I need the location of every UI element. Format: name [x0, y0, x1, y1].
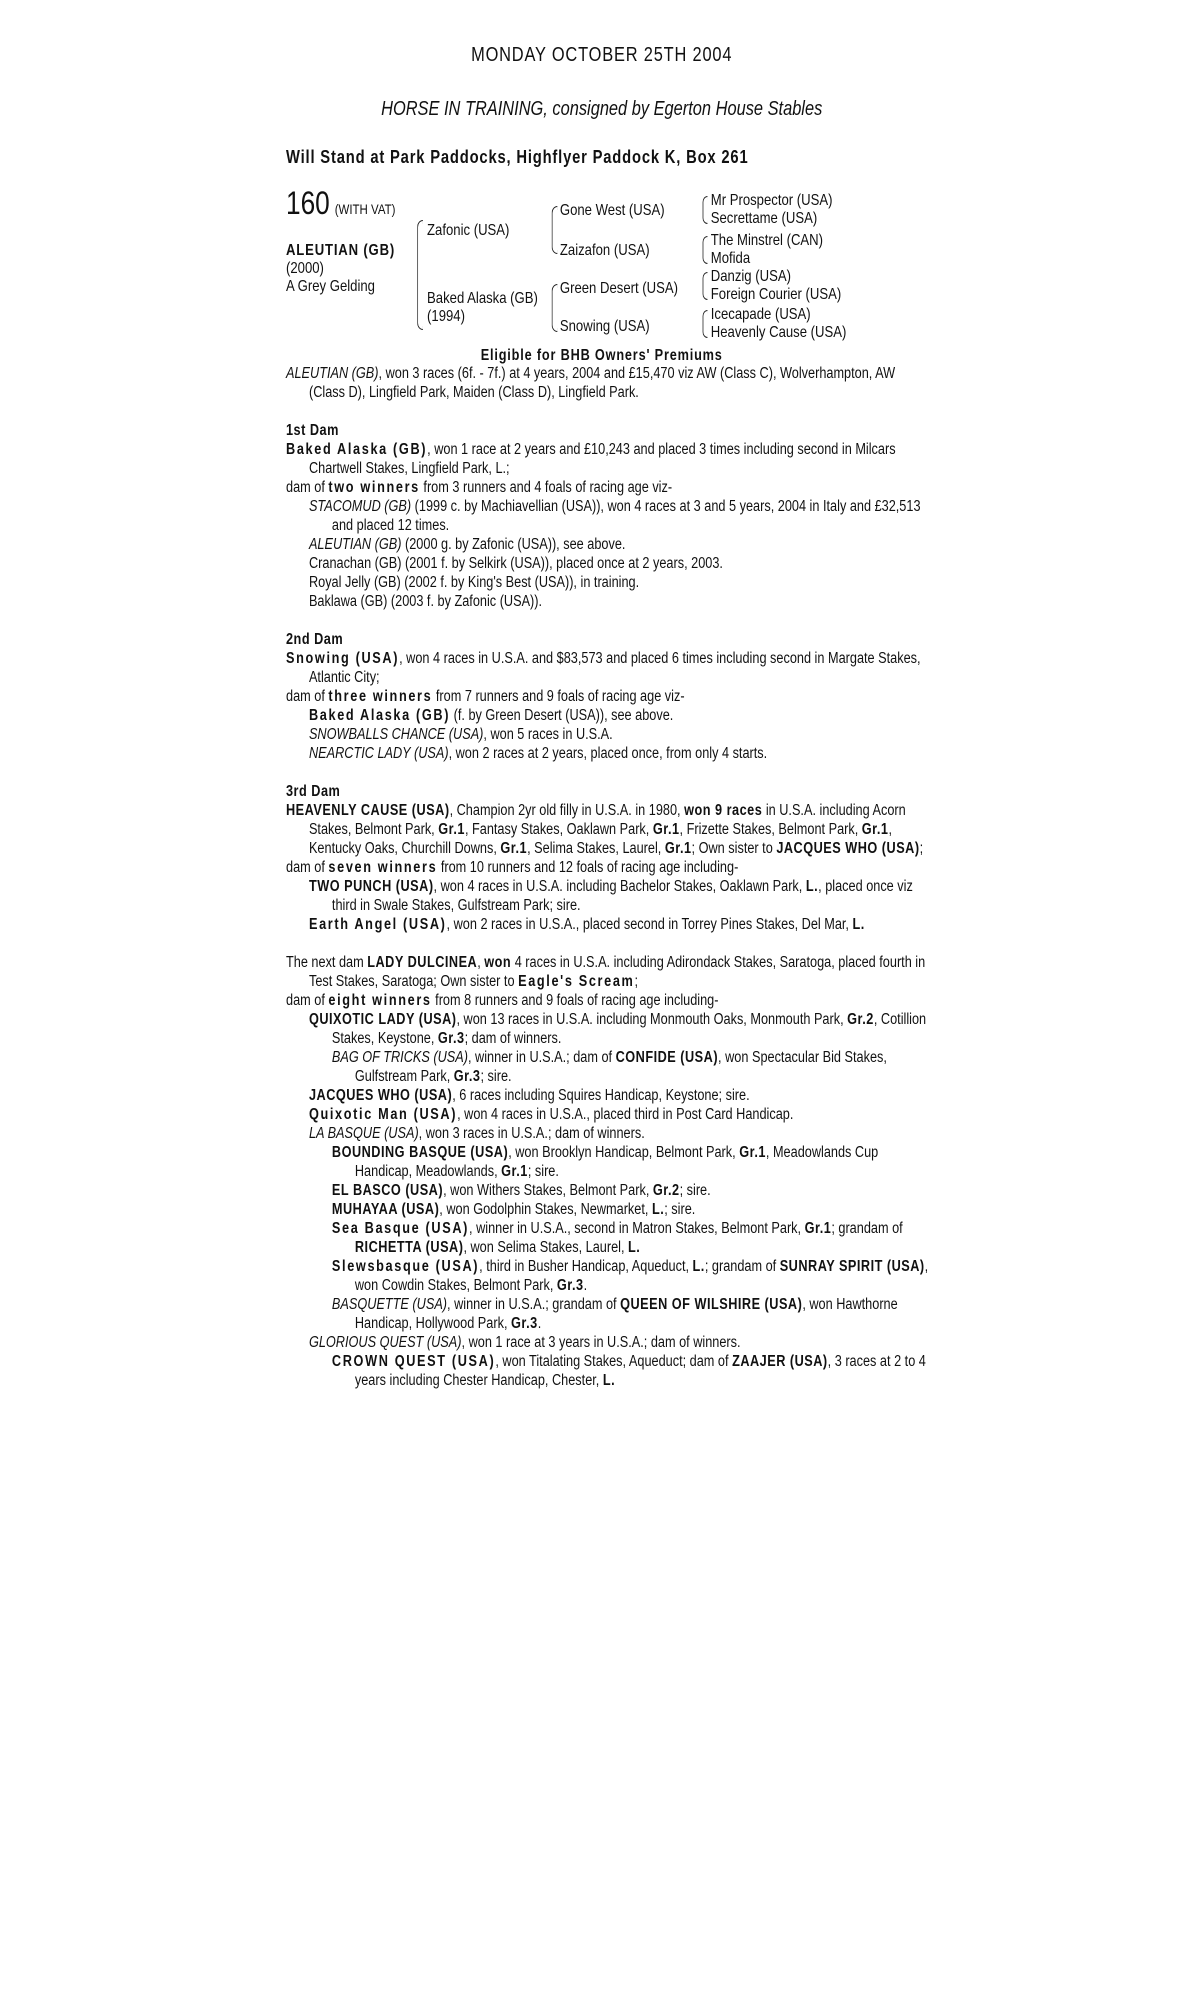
dam-name: Baked Alaska (GB) [286, 441, 428, 458]
text-run: , won Spectacular Bid Stakes, Gulfstream Park, [354, 1049, 887, 1085]
text-run: , won Titalating Stakes, Aqueduct; dam of [495, 1353, 733, 1370]
foal-entry [286, 725, 934, 744]
list-item [286, 1333, 934, 1352]
text-run: Sea Basque (USA) [331, 1220, 470, 1237]
text-run: won [484, 954, 512, 971]
text-run: Gr.1 [739, 1144, 766, 1161]
list-item [286, 1219, 934, 1257]
text-run: LADY DULCINEA [367, 954, 478, 971]
text-run: , Selima Stakes, Laurel, [527, 840, 665, 857]
list-item [286, 1257, 934, 1295]
foal-entry [286, 744, 934, 763]
text-run: (1999 c. by Machiavellian (USA)), won 4 races at 3 and 5 years, 2004 in Italy and £32,513 and placed 12 times. [331, 498, 921, 534]
text-run: Gr.3 [511, 1315, 538, 1332]
pedigree-g7: Icecapade (USA) [710, 306, 811, 323]
text-run: Gr.1 [438, 821, 465, 838]
text-run: , won 3 races in U.S.A.; dam of winners. [418, 1125, 645, 1142]
text-run: JACQUES WHO (USA) [776, 840, 920, 857]
text-run: L. [852, 916, 865, 933]
text-run: from 7 runners and 9 foals of racing age viz- [432, 688, 685, 705]
pedigree-sire-sire: Gone West (USA) [559, 202, 665, 219]
text-run: , 3 races at 2 to 4 years including Chester Handicap, Chester, [354, 1353, 926, 1389]
text-run: , winner in U.S.A., second in Matron Stakes, Belmont Park, [469, 1220, 805, 1237]
pedigree-brace [552, 284, 558, 332]
text-run: . [537, 1315, 542, 1332]
text-run: dam of [286, 479, 329, 496]
text-run: , won Cowdin Stakes, Belmont Park, [354, 1258, 929, 1294]
text-run: TWO PUNCH (USA) [308, 878, 434, 895]
text-run: , Frizette Stakes, Belmont Park, [679, 821, 862, 838]
lot-number [286, 185, 396, 221]
text-run: L. [651, 1201, 665, 1218]
text-run: from 10 runners and 12 foals of racing age including- [437, 859, 739, 876]
text-run: , winner in U.S.A.; dam of [467, 1049, 616, 1066]
pedigree-sire-dam: Zaizafon (USA) [559, 242, 650, 259]
pedigree-brace [703, 310, 708, 338]
pedigree-g6: Foreign Courier (USA) [710, 286, 842, 303]
pedigree-g8: Heavenly Cause (USA) [710, 324, 847, 341]
text-run: , won 4 races in U.S.A. and $83,573 and placed 6 times including second in Margate Stakes, Atlantic City; [308, 650, 921, 686]
list-item [286, 1124, 934, 1143]
list-item [286, 1048, 934, 1086]
pedigree-g3: The Minstrel (CAN) [710, 232, 824, 249]
pedigree-dam [427, 290, 538, 326]
pedigree-brace [703, 272, 708, 300]
horse-description: A Grey Gelding [286, 278, 375, 295]
pedigree-brace [703, 236, 708, 264]
text-run: BAG OF TRICKS (USA) [331, 1049, 468, 1066]
text-run: ALEUTIAN (GB) [308, 536, 402, 553]
list-item [286, 1200, 934, 1219]
text-run: , Fantasy Stakes, Oaklawn Park, [464, 821, 653, 838]
text-run: Gr.1 [501, 1163, 528, 1180]
third-dam-produce [286, 858, 934, 877]
text-run: won 9 races [684, 802, 763, 819]
third-dam-heading: 3rd Dam [286, 783, 341, 800]
pedigree-sire: Zafonic (USA) [427, 222, 510, 239]
text-run: LA BASQUE (USA) [308, 1125, 419, 1142]
second-dam-record [286, 649, 934, 687]
text-run: (f. by Green Desert (USA)), see above. [450, 707, 674, 724]
text-run: 4 races in U.S.A. including Adirondack Stakes, Saratoga, placed fourth in Test Stakes, Saratoga; Own sister to [308, 954, 926, 990]
catalogue-body [286, 364, 934, 1390]
text-run: Snowing (USA) [286, 650, 400, 667]
text-run: CONFIDE (USA) [615, 1049, 719, 1066]
text-run: JACQUES WHO (USA) [308, 1087, 453, 1104]
pedigree-brace [417, 220, 423, 330]
text-run: BASQUETTE (USA) [331, 1296, 448, 1313]
text-run: L. [805, 878, 819, 895]
list-item [286, 1105, 934, 1124]
text-run: L. [628, 1239, 641, 1256]
text-run: dam of [286, 688, 329, 705]
text-run: GLORIOUS QUEST (USA) [308, 1334, 462, 1351]
text-run: Gr.1 [500, 840, 528, 857]
first-dam-record [286, 440, 934, 478]
text-run: ; grandam of [831, 1220, 903, 1237]
text-run: Eagle's Scream [518, 973, 635, 990]
text-run: eight winners [328, 992, 432, 1009]
text-run: , won 4 races in U.S.A. including Bachelor Stakes, Oaklawn Park, [433, 878, 806, 895]
list-item [286, 1010, 934, 1048]
pedigree-g2: Secrettame (USA) [710, 210, 818, 227]
text-run: Gr.3 [556, 1277, 584, 1294]
text-run: , [477, 954, 485, 971]
text-run: SUNRAY SPIRIT (USA) [779, 1258, 925, 1275]
text-run: , Cotillion Stakes, Keystone, [331, 1011, 927, 1047]
foal-entry [286, 706, 934, 725]
text-run: HEAVENLY CAUSE (USA) [286, 802, 450, 819]
text-run: , Champion 2yr old filly in U.S.A. in 1980, [449, 802, 685, 819]
horse-name: ALEUTIAN (GB) [286, 242, 396, 259]
text-run: Gr.2 [847, 1011, 874, 1028]
text-run: , Kentucky Oaks, Churchill Downs, [308, 821, 893, 857]
horse-name: ALEUTIAN (GB) [286, 365, 379, 382]
text-run: , Meadowlands Cup Handicap, Meadowlands, [354, 1144, 879, 1180]
text-run: Gr.1 [664, 840, 692, 857]
text-run: , won 1 race at 2 years and £10,243 and placed 3 times including second in Milcars Chartwell Stakes, Lingfield Park, L.; [308, 441, 896, 477]
text-run: two winners [328, 479, 420, 496]
text-run: , won Selima Stakes, Laurel, [463, 1239, 629, 1256]
pedigree-dam-sire: Green Desert (USA) [559, 280, 678, 297]
text-run: , won Godolphin Stakes, Newmarket, [439, 1201, 652, 1218]
text-run: Gr.1 [652, 821, 680, 838]
text-run: . [583, 1277, 588, 1294]
text-run: CROWN QUEST (USA) [331, 1353, 496, 1370]
stand-location: Will Stand at Park Paddocks, Highflyer Paddock K, Box 261 [286, 147, 749, 167]
text-run: SNOWBALLS CHANCE (USA) [308, 726, 484, 743]
foal-entry [286, 535, 934, 554]
text-run: ; dam of winners. [464, 1030, 562, 1047]
text-run: , won Withers Stakes, Belmont Park, [443, 1182, 653, 1199]
text-run: EL BASCO (USA) [331, 1182, 444, 1199]
eligibility-note: Eligible for BHB Owners' Premiums [480, 347, 723, 364]
text-run: ; grandam of [704, 1258, 780, 1275]
list-item [286, 1086, 934, 1105]
vat-note: (WITH VAT) [334, 201, 396, 217]
text-run: , winner in U.S.A.; grandam of [447, 1296, 621, 1313]
text-run: Baked Alaska (GB) [308, 707, 451, 724]
text-run: ; Own sister to [691, 840, 777, 857]
text-run: Gr.2 [652, 1182, 680, 1199]
text-run: from 3 runners and 4 foals of racing age viz- [419, 479, 673, 496]
text-run: Quixotic Man (USA) [308, 1106, 458, 1123]
sale-date: MONDAY OCTOBER 25TH 2004 [471, 44, 733, 66]
horse-year: (2000) [286, 260, 324, 277]
first-dam-heading: 1st Dam [286, 422, 339, 439]
text-run: ; sire. [664, 1201, 696, 1218]
third-dam-record [286, 801, 934, 858]
lot-number-value: 160 [286, 185, 330, 221]
next-dam-produce [286, 991, 934, 1010]
text-run: QUIXOTIC LADY (USA) [308, 1011, 457, 1028]
text-run: , won 1 race at 3 years in U.S.A.; dam of winners. [461, 1334, 741, 1351]
pedigree-brace [703, 196, 708, 224]
text-run: ; [919, 840, 924, 857]
text-run: NEARCTIC LADY (USA) [308, 745, 449, 762]
foal-entry [286, 497, 934, 535]
text-run: MUHAYAA (USA) [331, 1201, 440, 1218]
text-run: L. [692, 1258, 705, 1275]
list-item [286, 1352, 934, 1390]
second-dam-heading: 2nd Dam [286, 631, 344, 648]
text-run: , won 3 races (6f. - 7f.) at 4 years, 2004 and £15,470 viz AW (Class C), Wolverhampton, AW (Class D), Lingfield Park, Maiden (Class D), Lingfield Park. [308, 365, 896, 401]
first-dam-produce [286, 478, 934, 497]
list-item [286, 1181, 934, 1200]
text-run: Gr.3 [453, 1068, 481, 1085]
text-run: RICHETTA (USA) [354, 1239, 464, 1256]
text-run: ; sire. [480, 1068, 512, 1085]
text-run: ; [634, 973, 639, 990]
text-run: , won Brooklyn Handicap, Belmont Park, [508, 1144, 740, 1161]
text-run: seven winners [328, 859, 438, 876]
text-run: , won 4 races in U.S.A., placed third in Post Card Handicap. [457, 1106, 794, 1123]
foal-entry: Cranachan (GB) (2001 f. by Selkirk (USA)), placed once at 2 years, 2003. [308, 555, 723, 572]
text-run: from 8 runners and 9 foals of racing age including- [431, 992, 719, 1009]
next-dam-record [286, 953, 934, 991]
text-run: QUEEN OF WILSHIRE (USA) [620, 1296, 803, 1313]
pedigree-dam-year: (1994) [427, 308, 465, 325]
race-record [286, 364, 934, 402]
text-run: (2000 g. by Zafonic (USA)), see above. [401, 536, 626, 553]
text-run: Slewsbasque (USA) [331, 1258, 480, 1275]
text-run: , won 2 races at 2 years, placed once, from only 4 starts. [448, 745, 768, 762]
text-run: , placed once viz third in Swale Stakes, Gulfstream Park; sire. [331, 878, 913, 914]
text-run: ; sire. [527, 1163, 559, 1180]
text-run: , won Hawthorne Handicap, Hollywood Park, [354, 1296, 898, 1332]
foal-entry: Baklawa (GB) (2003 f. by Zafonic (USA)). [308, 593, 543, 610]
foal-entry [286, 915, 934, 934]
text-run: BOUNDING BASQUE (USA) [331, 1144, 509, 1161]
text-run: , won 13 races in U.S.A. including Monmouth Oaks, Monmouth Park, [456, 1011, 848, 1028]
horse-details [286, 242, 395, 296]
text-run: The next dam [286, 954, 368, 971]
text-run: dam of [286, 992, 329, 1009]
text-run: in U.S.A. including Acorn Stakes, Belmont Park, [308, 802, 906, 838]
pedigree-g4: Mofida [710, 250, 751, 267]
list-item [286, 1143, 934, 1181]
text-run: STACOMUD (GB) [308, 498, 412, 515]
consignment-line: HORSE IN TRAINING, consigned by Egerton House Stables [381, 98, 823, 120]
pedigree-dam-name: Baked Alaska (GB) [427, 290, 538, 307]
text-run: , won 5 races in U.S.A. [483, 726, 613, 743]
text-run: ZAAJER (USA) [732, 1353, 828, 1370]
text-run: , third in Busher Handicap, Aqueduct, [479, 1258, 693, 1275]
foal-entry: Royal Jelly (GB) (2002 f. by King's Best (USA)), in training. [308, 574, 640, 591]
pedigree-dam-dam: Snowing (USA) [559, 318, 650, 335]
text-run: Gr.3 [437, 1030, 465, 1047]
foal-entry [286, 877, 934, 915]
text-run: Earth Angel (USA) [308, 916, 447, 933]
pedigree-brace [552, 206, 558, 254]
text-run: three winners [328, 688, 433, 705]
list-item [286, 1295, 934, 1333]
text-run: L. [602, 1372, 616, 1389]
text-run: , 6 races including Squires Handicap, Keystone; sire. [452, 1087, 750, 1104]
pedigree-g5: Danzig (USA) [710, 268, 791, 285]
second-dam-produce [286, 687, 934, 706]
text-run: , won 2 races in U.S.A., placed second in Torrey Pines Stakes, Del Mar, [446, 916, 853, 933]
text-run: ; sire. [679, 1182, 711, 1199]
pedigree-g1: Mr Prospector (USA) [710, 192, 833, 209]
text-run: dam of [286, 859, 329, 876]
text-run: Gr.1 [804, 1220, 832, 1237]
text-run: Gr.1 [861, 821, 889, 838]
